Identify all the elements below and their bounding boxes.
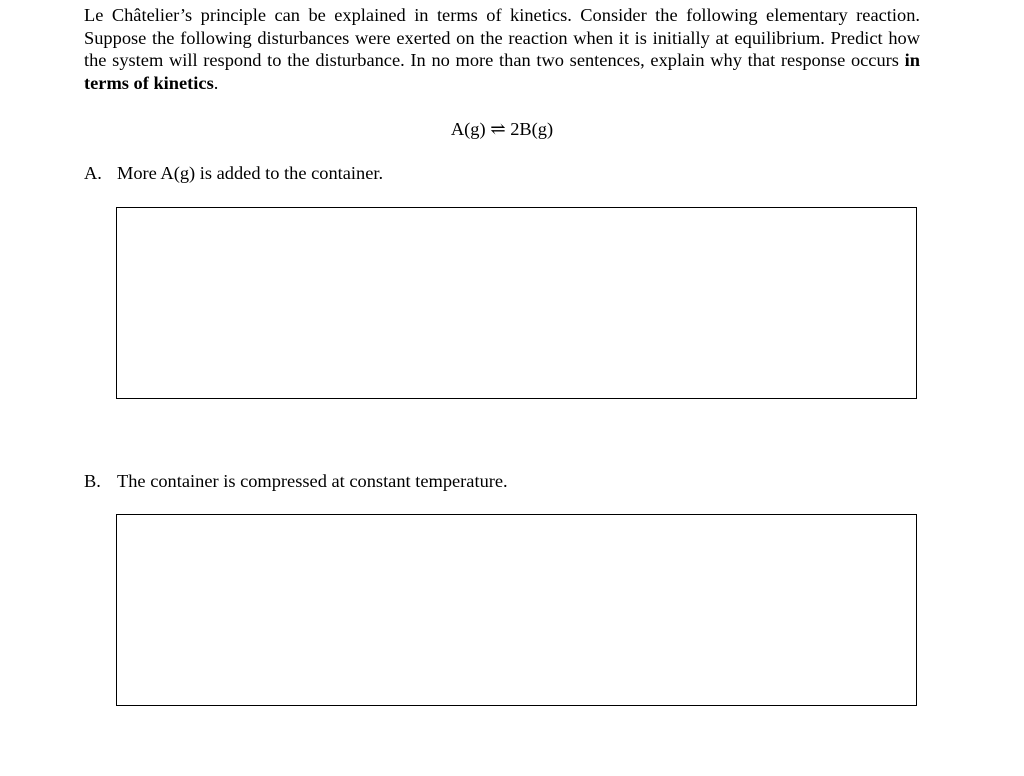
- instructions-text: Le Châtelier’s principle can be explained in terms of kinetics. Consider the following elementary reaction. Suppose the following disturbances were exerted on the reaction when it is initially at equilibrium. Predict how the system will respond to the disturbance. In no more than two sentences, explain why that response occurs: [84, 5, 920, 71]
- question-b-text: The container is compressed at constant temperature.: [117, 471, 508, 491]
- question-a: [84, 162, 383, 184]
- instructions-end: .: [213, 72, 219, 93]
- question-b-letter: B.: [84, 471, 101, 491]
- question-a-text: More A(g) is added to the container.: [117, 163, 384, 183]
- instructions-paragraph: [84, 4, 920, 94]
- instructions-emphasis: in terms of kinetics: [84, 50, 920, 93]
- question-b: [84, 470, 508, 492]
- answer-box-a[interactable]: [116, 207, 917, 399]
- answer-box-b[interactable]: [116, 514, 917, 706]
- question-a-letter: A.: [84, 163, 102, 183]
- reaction-equation: A(g) ⇌ 2B(g): [450, 119, 554, 139]
